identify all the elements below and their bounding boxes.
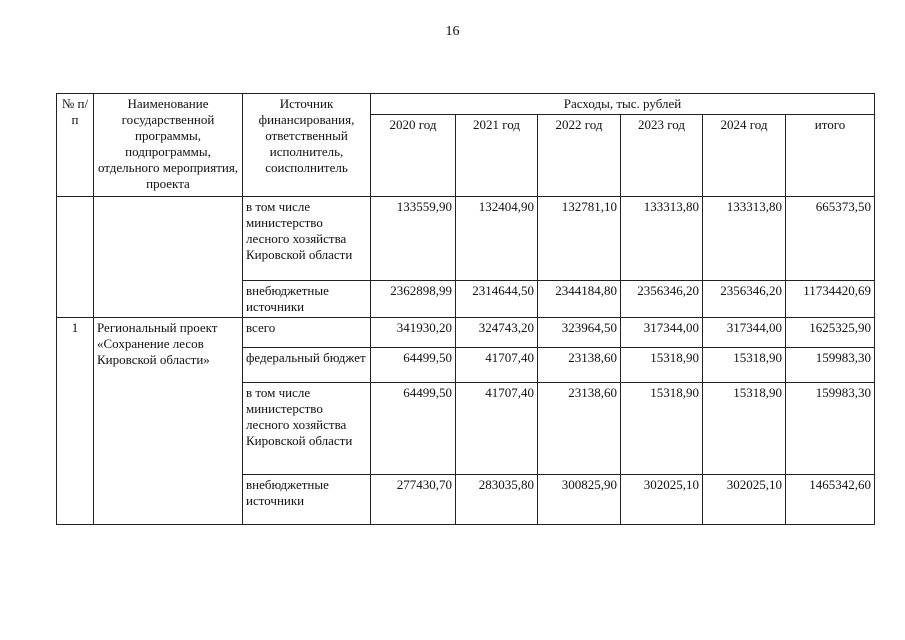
source-cell: всего bbox=[243, 318, 371, 348]
source-cell: федеральный бюджет bbox=[243, 348, 371, 383]
header-name: Наименование государственной программы, подпрограммы, отдельного мероприятия, проекта bbox=[94, 94, 243, 197]
value-cell: 324743,20 bbox=[456, 318, 538, 348]
value-cell: 2356346,20 bbox=[703, 281, 786, 318]
value-cell: 665373,50 bbox=[786, 197, 875, 281]
source-cell: в том числе министерство лесного хозяйства Кировской области bbox=[243, 197, 371, 281]
value-cell: 133313,80 bbox=[621, 197, 703, 281]
value-cell: 277430,70 bbox=[371, 475, 456, 525]
value-cell: 317344,00 bbox=[621, 318, 703, 348]
value-cell: 159983,30 bbox=[786, 383, 875, 475]
value-cell: 41707,40 bbox=[456, 383, 538, 475]
header-year: 2024 год bbox=[703, 115, 786, 197]
header-total: итого bbox=[786, 115, 875, 197]
page-number: 16 bbox=[445, 24, 460, 39]
value-cell: 300825,90 bbox=[538, 475, 621, 525]
value-cell: 64499,50 bbox=[371, 348, 456, 383]
header-num: № п/п bbox=[57, 94, 94, 197]
value-cell: 159983,30 bbox=[786, 348, 875, 383]
header-year: 2021 год bbox=[456, 115, 538, 197]
num-cell-empty bbox=[57, 197, 94, 318]
table-row bbox=[57, 197, 875, 281]
header-year: 2023 год bbox=[621, 115, 703, 197]
header-year: 2022 год bbox=[538, 115, 621, 197]
value-cell: 64499,50 bbox=[371, 383, 456, 475]
value-cell: 23138,60 bbox=[538, 348, 621, 383]
project-name: Региональный проект «Сохранение лесов Кировской области» bbox=[94, 318, 243, 525]
value-cell: 132404,90 bbox=[456, 197, 538, 281]
source-cell: в том числе министерство лесного хозяйства Кировской области bbox=[243, 383, 371, 475]
header-year: 2020 год bbox=[371, 115, 456, 197]
project-num: 1 bbox=[57, 318, 94, 525]
value-cell: 15318,90 bbox=[621, 348, 703, 383]
value-cell: 2344184,80 bbox=[538, 281, 621, 318]
header-row-1 bbox=[57, 94, 875, 115]
value-cell: 2314644,50 bbox=[456, 281, 538, 318]
value-cell: 132781,10 bbox=[538, 197, 621, 281]
value-cell: 2362898,99 bbox=[371, 281, 456, 318]
budget-table bbox=[56, 93, 875, 525]
source-cell: внебюджетные источники bbox=[243, 281, 371, 318]
value-cell: 2356346,20 bbox=[621, 281, 703, 318]
value-cell: 341930,20 bbox=[371, 318, 456, 348]
value-cell: 317344,00 bbox=[703, 318, 786, 348]
table-row bbox=[57, 318, 875, 348]
value-cell: 15318,90 bbox=[703, 383, 786, 475]
value-cell: 323964,50 bbox=[538, 318, 621, 348]
value-cell: 302025,10 bbox=[703, 475, 786, 525]
value-cell: 133313,80 bbox=[703, 197, 786, 281]
value-cell: 11734420,69 bbox=[786, 281, 875, 318]
header-expenses: Расходы, тыс. рублей bbox=[371, 94, 875, 115]
name-cell-empty bbox=[94, 197, 243, 318]
value-cell: 15318,90 bbox=[703, 348, 786, 383]
source-cell: внебюджетные источники bbox=[243, 475, 371, 525]
header-source: Источник финансирования, ответственный исполнитель, соисполнитель bbox=[243, 94, 371, 197]
value-cell: 15318,90 bbox=[621, 383, 703, 475]
value-cell: 41707,40 bbox=[456, 348, 538, 383]
value-cell: 1465342,60 bbox=[786, 475, 875, 525]
value-cell: 1625325,90 bbox=[786, 318, 875, 348]
value-cell: 133559,90 bbox=[371, 197, 456, 281]
value-cell: 23138,60 bbox=[538, 383, 621, 475]
value-cell: 302025,10 bbox=[621, 475, 703, 525]
value-cell: 283035,80 bbox=[456, 475, 538, 525]
